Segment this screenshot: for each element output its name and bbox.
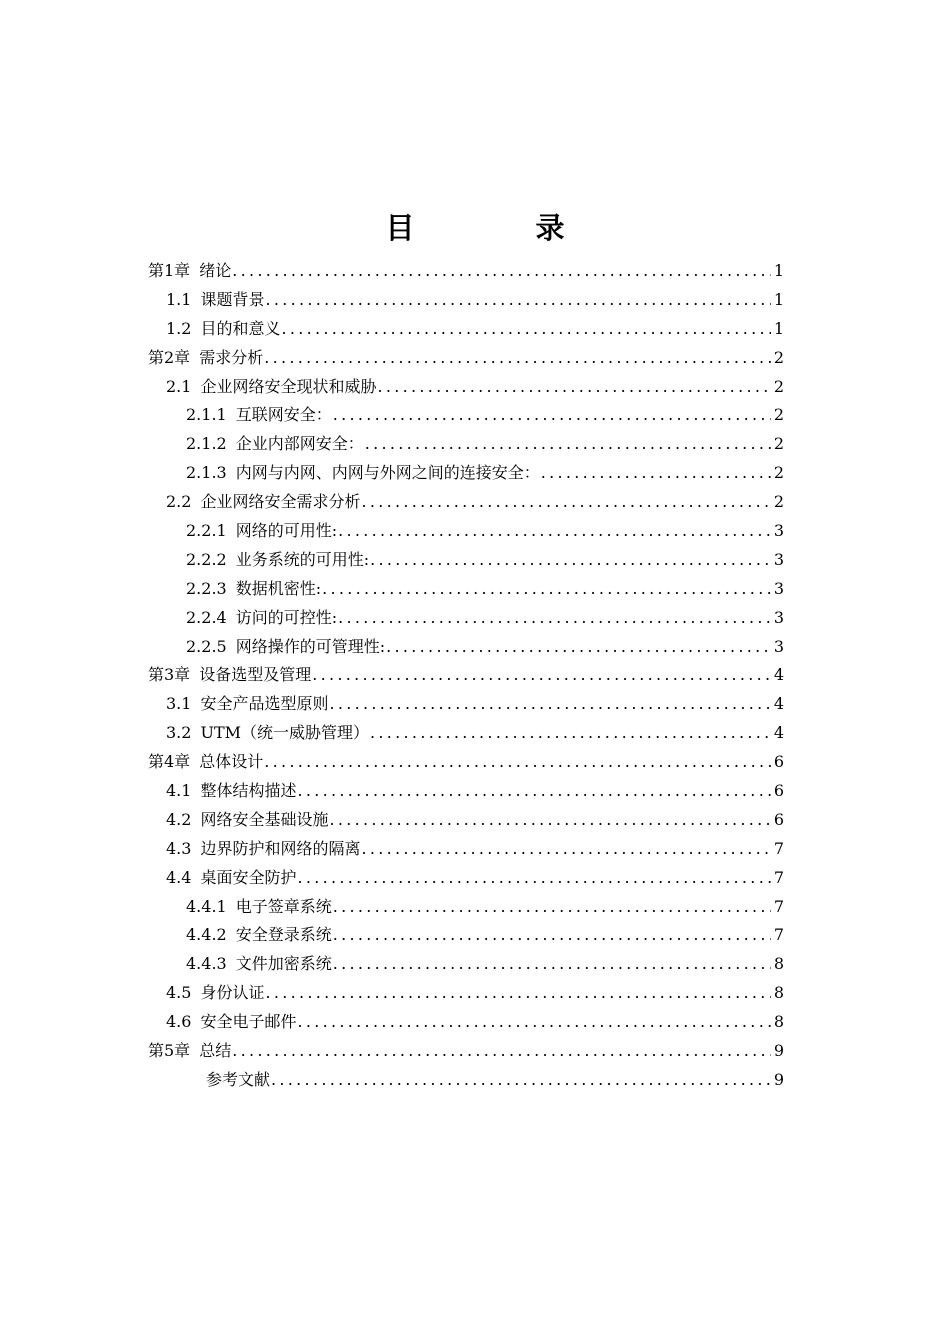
toc-dot-leader <box>297 777 770 806</box>
toc-entry-page: 7 <box>773 867 784 887</box>
toc-entry-title: 身份认证 <box>200 983 265 1003</box>
toc-entry-title: 企业内部网安全： <box>235 434 364 454</box>
toc-entry[interactable] <box>148 979 784 1008</box>
toc-entry-title: 企业网络安全现状和威胁 <box>200 376 377 396</box>
toc-entry[interactable] <box>148 315 784 344</box>
toc-entry[interactable] <box>148 344 784 373</box>
toc-entry-number: 3.2 <box>166 723 192 743</box>
toc-dot-leader <box>264 748 771 777</box>
toc-entry-page: 2 <box>773 376 784 396</box>
toc-entry-number: 4.4.3 <box>186 954 227 974</box>
toc-entry-title: 访问的可控性: <box>235 607 338 627</box>
toc-entry[interactable] <box>148 748 784 777</box>
toc-entry-title: 网络的可用性: <box>235 521 338 541</box>
toc-entry[interactable] <box>148 604 784 633</box>
toc-entry-page: 1 <box>773 261 784 280</box>
toc-dot-leader <box>232 1037 771 1066</box>
toc-dot-leader <box>232 257 771 286</box>
toc-entry-title: 整体结构描述 <box>200 781 297 801</box>
toc-entry-number: 2.2.5 <box>186 636 227 656</box>
toc-entry-page: 8 <box>773 983 784 1003</box>
toc-entry-number: 2.2.4 <box>186 607 227 627</box>
toc-entry-number: 第4章 <box>148 752 191 772</box>
table-of-contents <box>148 257 784 1095</box>
toc-entry-page: 3 <box>773 549 784 569</box>
toc-entry-number: 4.2 <box>166 809 192 829</box>
toc-entry[interactable] <box>148 893 784 922</box>
toc-entry-title: 文件加密系统 <box>235 954 332 974</box>
toc-entry-page: 1 <box>773 289 784 309</box>
toc-dot-leader <box>333 893 771 922</box>
toc-dot-leader <box>312 661 771 690</box>
toc-entry-title: 数据机密性: <box>235 578 322 598</box>
toc-entry[interactable] <box>148 575 784 604</box>
toc-entry[interactable] <box>148 546 784 575</box>
toc-entry[interactable] <box>148 517 784 546</box>
toc-entry[interactable] <box>148 661 784 690</box>
toc-dot-leader <box>297 864 770 893</box>
toc-entry-title: 内网与内网、内网与外网之间的连接安全： <box>235 463 540 483</box>
toc-entry-number: 4.1 <box>166 781 192 801</box>
toc-entry[interactable] <box>148 921 784 950</box>
toc-entry-number: 4.4.1 <box>186 896 227 916</box>
toc-dot-leader <box>361 835 770 864</box>
toc-dot-leader <box>322 575 771 604</box>
toc-title: 目 录 <box>385 211 611 245</box>
toc-entry-page: 4 <box>773 694 784 714</box>
toc-entry-title: 设备选型及管理 <box>199 665 312 685</box>
toc-entry-page: 2 <box>773 434 784 454</box>
toc-entry-title: 安全电子邮件 <box>200 1012 297 1032</box>
toc-entry-title: 需求分析 <box>199 347 264 367</box>
toc-entry-number: 第3章 <box>148 665 191 685</box>
toc-entry[interactable] <box>148 835 784 864</box>
toc-entry[interactable] <box>148 373 784 402</box>
toc-entry[interactable] <box>148 950 784 979</box>
toc-entry[interactable] <box>148 1008 784 1037</box>
toc-entry-title: 课题背景 <box>200 289 265 309</box>
toc-entry-title: 参考文献 <box>206 1069 271 1089</box>
toc-entry-page: 7 <box>773 896 784 916</box>
toc-entry-number: 2.1.2 <box>186 434 227 454</box>
toc-entry-page: 4 <box>773 723 784 743</box>
toc-dot-leader <box>333 921 771 950</box>
toc-dot-leader <box>370 719 771 748</box>
toc-dot-leader <box>329 806 770 835</box>
toc-entry-number: 第5章 <box>148 1041 191 1061</box>
toc-dot-leader <box>333 401 771 430</box>
toc-entry-title: 安全产品选型原则 <box>200 694 329 714</box>
toc-dot-leader <box>365 430 771 459</box>
toc-entry-page: 8 <box>773 954 784 974</box>
toc-dot-leader <box>361 488 770 517</box>
toc-entry-page: 8 <box>773 1012 784 1032</box>
toc-entry-number: 1.1 <box>166 289 192 309</box>
toc-entry-page: 6 <box>773 809 784 829</box>
toc-entry-page: 4 <box>773 665 784 685</box>
toc-entry-page: 1 <box>773 318 784 338</box>
toc-dot-leader <box>265 979 770 1008</box>
toc-entry-page: 2 <box>773 463 784 483</box>
toc-entry-number: 2.1 <box>166 376 192 396</box>
toc-entry-page: 3 <box>773 521 784 541</box>
toc-dot-leader <box>333 950 771 979</box>
toc-entry-page: 7 <box>773 838 784 858</box>
toc-entry-number: 4.4 <box>166 867 192 887</box>
toc-entry[interactable] <box>148 719 784 748</box>
toc-entry-title: UTM（统一威胁管理） <box>200 723 369 743</box>
toc-dot-leader <box>281 315 770 344</box>
toc-entry-page: 3 <box>773 636 784 656</box>
toc-dot-leader <box>338 517 771 546</box>
toc-entry-title: 总体设计 <box>199 752 264 772</box>
toc-entry[interactable] <box>148 1066 784 1095</box>
toc-entry-number: 4.6 <box>166 1012 192 1032</box>
toc-entry[interactable] <box>148 430 784 459</box>
toc-entry-page: 9 <box>773 1041 784 1061</box>
toc-dot-leader <box>386 633 771 662</box>
toc-entry-number: 第2章 <box>148 347 191 367</box>
toc-entry[interactable] <box>148 459 784 488</box>
toc-entry-title: 总结 <box>199 1041 232 1061</box>
toc-entry-number: 2.2 <box>166 492 192 512</box>
toc-entry-number: 2.1.1 <box>186 405 227 425</box>
toc-dot-leader <box>271 1066 771 1095</box>
toc-dot-leader <box>297 1008 770 1037</box>
toc-dot-leader <box>370 546 771 575</box>
toc-entry[interactable] <box>148 633 784 662</box>
toc-entry-page: 2 <box>773 492 784 512</box>
toc-entry-number: 4.4.2 <box>186 925 227 945</box>
toc-entry-page: 6 <box>773 752 784 772</box>
toc-entry-title: 网络操作的可管理性: <box>235 636 386 656</box>
toc-entry-title: 电子签章系统 <box>235 896 332 916</box>
toc-entry-title: 安全登录系统 <box>235 925 332 945</box>
toc-entry[interactable] <box>148 777 784 806</box>
toc-entry[interactable] <box>148 806 784 835</box>
toc-entry-number: 4.5 <box>166 983 192 1003</box>
toc-entry-page: 7 <box>773 925 784 945</box>
toc-entry[interactable] <box>148 1037 784 1066</box>
toc-entry[interactable] <box>148 864 784 893</box>
toc-entry-page: 6 <box>773 781 784 801</box>
toc-dot-leader <box>265 286 770 315</box>
toc-entry-title: 桌面安全防护 <box>200 867 297 887</box>
toc-entry-number: 2.2.2 <box>186 549 227 569</box>
toc-entry-title: 边界防护和网络的隔离 <box>200 838 361 858</box>
toc-entry-title: 绪论 <box>199 261 232 280</box>
toc-entry-title: 目的和意义 <box>200 318 281 338</box>
toc-entry-number: 2.1.3 <box>186 463 227 483</box>
toc-entry-page: 2 <box>773 347 784 367</box>
toc-entry[interactable] <box>148 488 784 517</box>
toc-entry-page: 3 <box>773 607 784 627</box>
toc-entry-title: 业务系统的可用性: <box>235 549 370 569</box>
toc-entry-number: 第1章 <box>148 261 191 280</box>
toc-entry-number: 2.2.1 <box>186 521 227 541</box>
toc-dot-leader <box>541 459 771 488</box>
toc-entry-title: 企业网络安全需求分析 <box>200 492 361 512</box>
toc-entry-number: 3.1 <box>166 694 192 714</box>
toc-dot-leader <box>377 373 770 402</box>
toc-entry-title: 互联网安全： <box>235 405 332 425</box>
toc-entry-page: 2 <box>773 405 784 425</box>
toc-entry-title: 网络安全基础设施 <box>200 809 329 829</box>
toc-dot-leader <box>338 604 771 633</box>
toc-entry-page: 9 <box>773 1069 784 1089</box>
toc-entry[interactable] <box>148 690 784 719</box>
toc-entry-page: 3 <box>773 578 784 598</box>
toc-entry-number: 1.2 <box>166 318 192 338</box>
toc-entry[interactable] <box>148 286 784 315</box>
toc-entry-number: 4.3 <box>166 838 192 858</box>
toc-entry-number: 2.2.3 <box>186 578 227 598</box>
toc-dot-leader <box>264 344 771 373</box>
toc-entry[interactable] <box>148 257 784 286</box>
toc-entry[interactable] <box>148 401 784 430</box>
toc-dot-leader <box>329 690 770 719</box>
